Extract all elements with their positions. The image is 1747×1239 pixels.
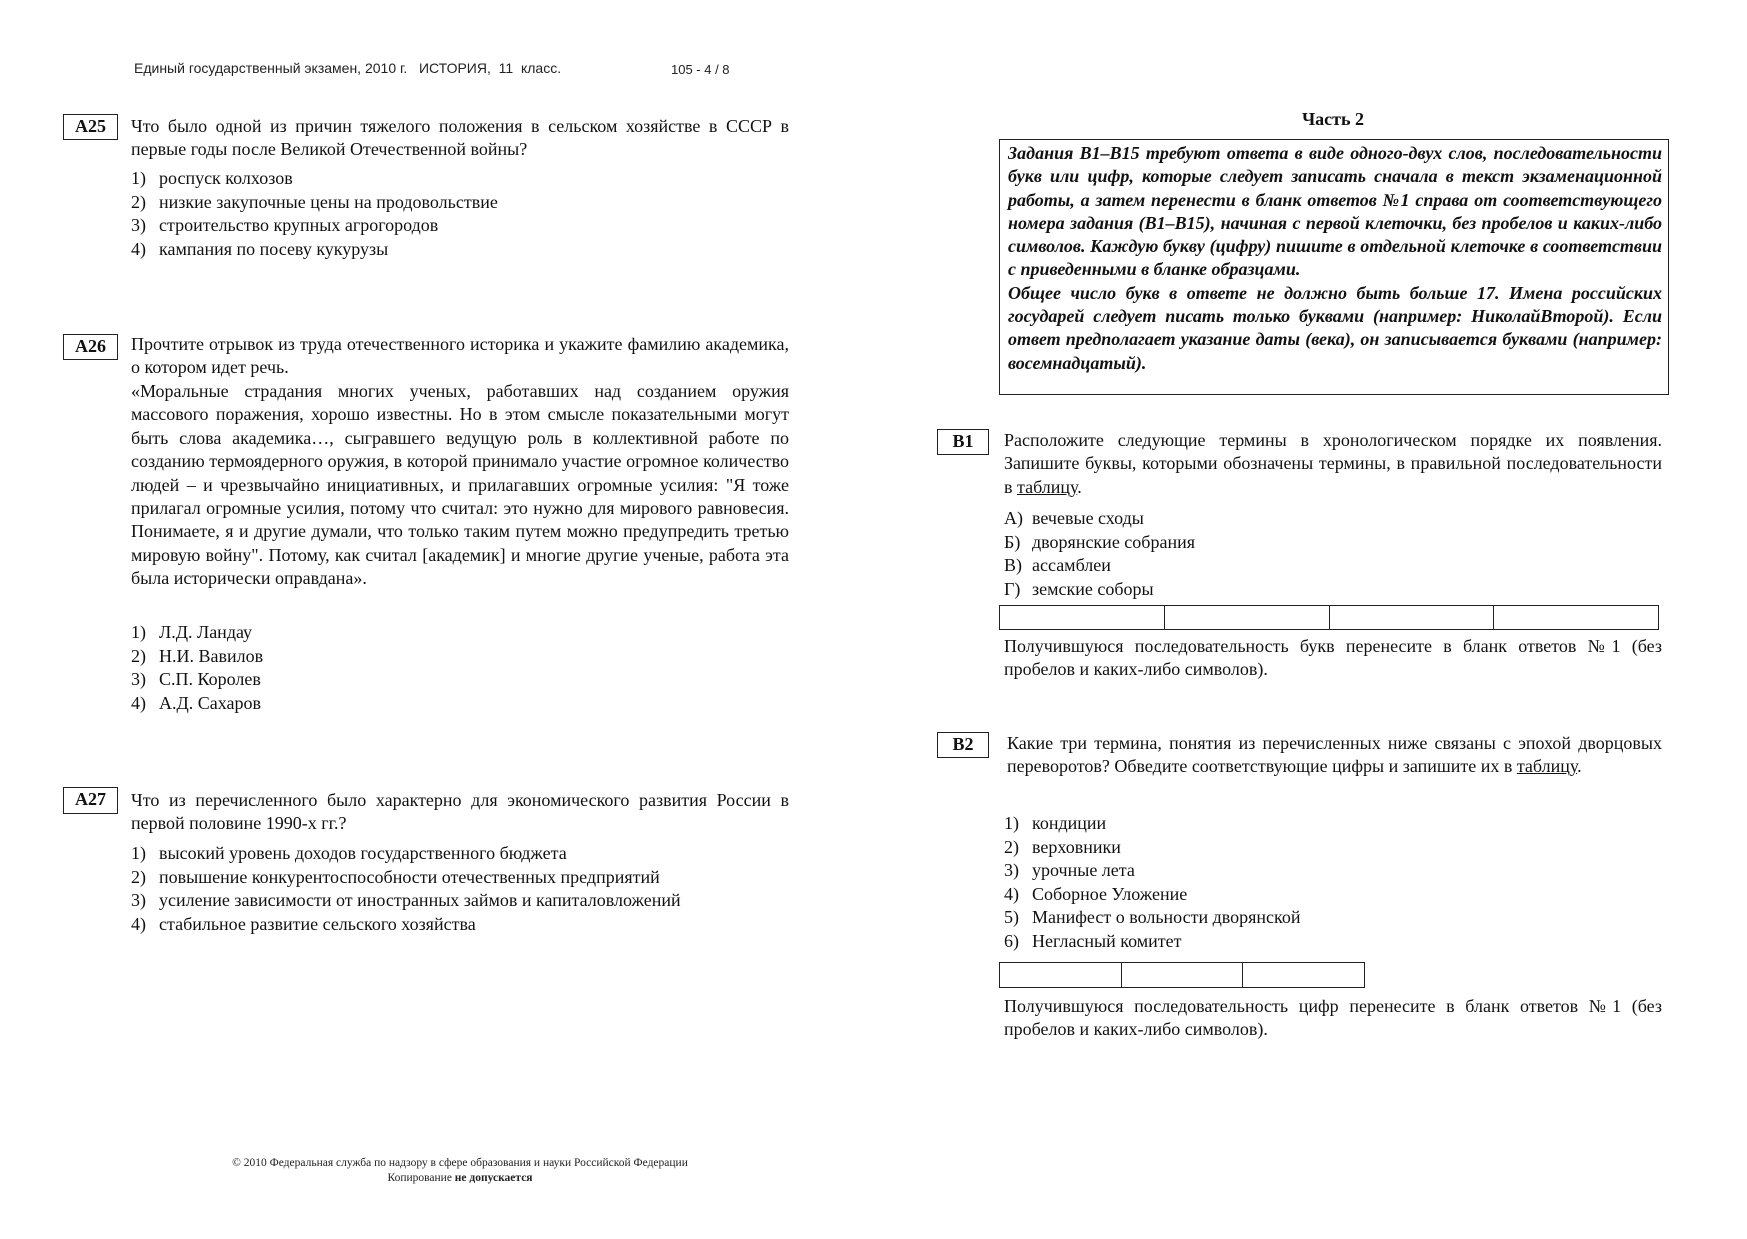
question-label-a27: А27	[63, 787, 118, 814]
options-a27	[131, 842, 681, 936]
page-number: 105 - 4 / 8	[671, 62, 730, 77]
question-b2-after: Получившуюся последовательность цифр перенесите в бланк ответов №1 (без пробелов и каких-либо символов).	[1004, 996, 1662, 1040]
question-b2-text: Какие три термина, понятия из перечисленных ниже связаны с эпохой дворцовых переворотов? Обведите соответствующие цифры и запишите их в таблицу.	[1007, 733, 1662, 777]
question-a26-text: Прочтите отрывок из труда отечественного историка и укажите фамилию академика, о котором идет речь.	[131, 334, 789, 378]
question-b1-after: Получившуюся последовательность букв перенесите в бланк ответов №1 (без пробелов и каких-либо символов).	[1004, 636, 1662, 680]
answer-cell[interactable]	[1000, 606, 1165, 629]
answer-cell[interactable]	[1165, 606, 1330, 629]
option: 6) Негласный комитет	[1004, 930, 1182, 951]
option: 3) С.П. Королев	[131, 669, 261, 690]
question-b1-text: Расположите следующие термины в хронологическом порядке их появления. Запишите буквы, которыми обозначены термины, в правильной последовательности в таблицу.	[1004, 430, 1662, 497]
table-link: таблицу	[1516, 756, 1578, 777]
question-a26-quote: «Моральные страдания многих ученых, работавших над созданием оружия массового поражения, хорошо известны. Но в этом смысле показательными могут быть слова академика…, сыгравшего ведущую роль в коллективной работе по созданию термоядерного оружия, в которой принимало участие огромное количество людей – и чрезвычайно инициативных, и прилагавших огромные усилия: "Я тоже прилагал огромные усилия, потому что считал: это нужно для мирового равновесия. Понимаете, я и другие думали, что только таким путем можно предупредить третью мировую войну". Потому, как считал [академик] и многие другие ученые, работа эта была исторически оправдана».	[131, 381, 789, 589]
instructions-paragraph: Задания В1–В15 требуют ответа в виде одного-двух слов, последовательности букв или цифр, которые следует записать сначала в текст экзаменационной работы, а затем перенести в бланк ответов №1 справа от соответствующего номера задания (В1–В15), начиная с первой клеточки, без пробелов и каких-либо символов. Каждую букву (цифру) пишите в отдельной клеточке в соответствии с приведенными в бланке образцами.	[1008, 143, 1662, 280]
answer-cell[interactable]	[1000, 963, 1122, 987]
option: 3) строительство крупных агрогородов	[131, 215, 439, 236]
option: 4) А.Д. Сахаров	[131, 692, 262, 713]
answer-cell[interactable]	[1122, 963, 1244, 987]
options-a26	[131, 621, 263, 715]
option: А) вечевые сходы	[1004, 508, 1144, 528]
option: Б) дворянские собрания	[1004, 531, 1195, 552]
question-a27-text: Что из перечисленного было характерно для экономического развития России в первой половине 1990-х гг.?	[131, 790, 789, 834]
answer-table-b1[interactable]	[999, 605, 1659, 630]
options-a25	[131, 167, 498, 261]
answer-cell[interactable]	[1243, 963, 1364, 987]
option: 3) урочные лета	[1004, 860, 1135, 881]
part-title: Часть 2	[1301, 109, 1365, 129]
options-b2	[1004, 812, 1301, 954]
instructions-paragraph: Общее число букв в ответе не должно быть больше 17. Имена российских государей следует писать только буквами (например: НиколайВторой). Если ответ предполагает указание даты (века), он записывается буквами (например: восемнадцатый).	[1008, 282, 1662, 373]
question-label-a26: А26	[63, 334, 118, 360]
option: 1) кондиции	[1004, 813, 1107, 833]
answer-cell[interactable]	[1330, 606, 1495, 629]
question-a25-text: Что было одной из причин тяжелого положения в сельском хозяйстве в СССР в первые годы после Великой Отечественной войны?	[131, 116, 789, 160]
option: 2) Н.И. Вавилов	[131, 645, 264, 666]
exam-header: Единый государственный экзамен, 2010 г. ИСТОРИЯ, 11 класс.	[134, 60, 562, 76]
option: 4) кампания по посеву кукурузы	[131, 238, 389, 259]
question-label-a25: А25	[63, 114, 118, 140]
footer-copy-notice: Копирование не допускается	[387, 1172, 533, 1184]
option: Г) земские соборы	[1004, 578, 1154, 599]
option: В) ассамблеи	[1004, 555, 1111, 576]
option: 4) Соборное Уложение	[1004, 883, 1188, 904]
answer-cell[interactable]	[1494, 606, 1658, 629]
instructions-box	[999, 139, 1669, 395]
option: 4) стабильное развитие сельского хозяйства	[131, 913, 476, 934]
option: 1) высокий уровень доходов государственного бюджета	[131, 843, 567, 863]
question-label-b1: В1	[937, 429, 989, 455]
option: 2) верховники	[1004, 836, 1121, 857]
table-link: таблицу	[1017, 476, 1078, 497]
option: 2) низкие закупочные цены на продовольствие	[131, 191, 498, 212]
question-label-b2: В2	[937, 732, 989, 758]
option: 1) Л.Д. Ландау	[131, 622, 253, 642]
option: 1) роспуск колхозов	[131, 168, 293, 188]
option: 3) усиление зависимости от иностранных займов и капиталовложений	[131, 890, 681, 911]
options-b1	[1004, 507, 1195, 601]
footer-copyright: © 2010 Федеральная служба по надзору в сфере образования и науки Российской Федерации	[232, 1157, 688, 1169]
answer-table-b2[interactable]	[999, 962, 1365, 988]
option: 2) повышение конкурентоспособности отечественных предприятий	[131, 866, 660, 887]
option: 5) Манифест о вольности дворянской	[1004, 907, 1301, 928]
